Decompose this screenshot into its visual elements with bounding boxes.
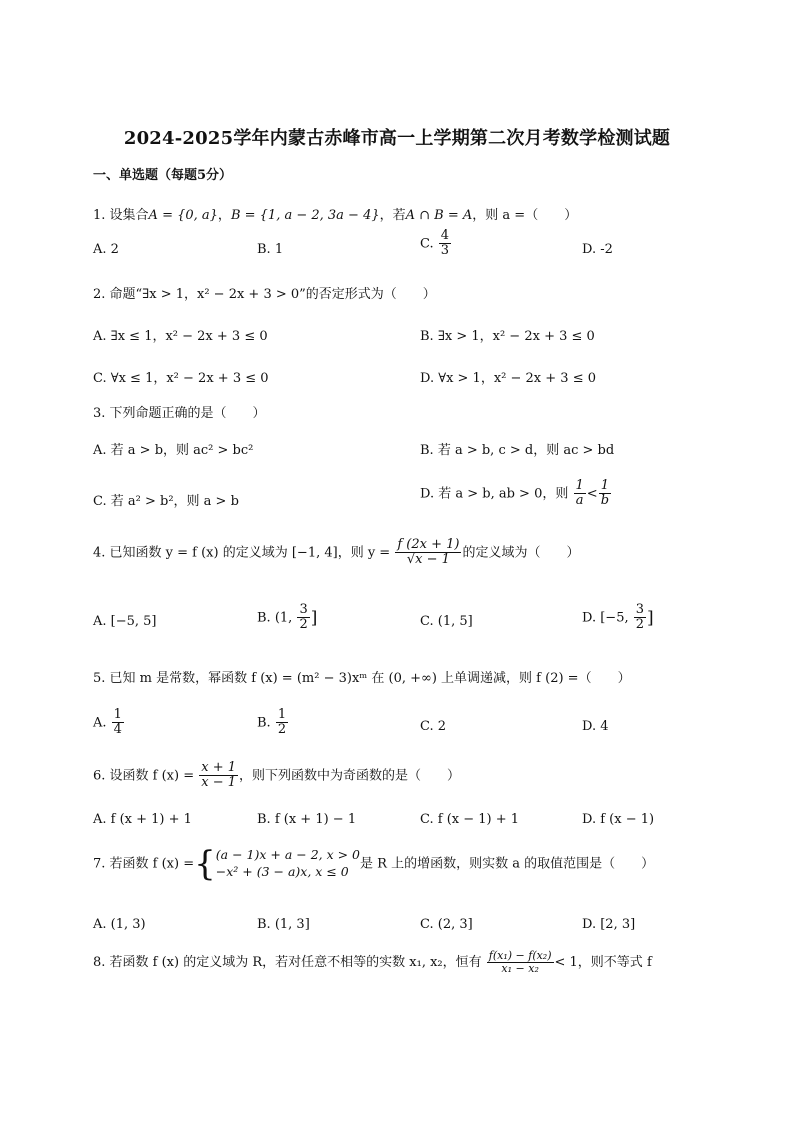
q2-option-b[interactable]: B. ∃x > 1，x² − 2x + 3 ≤ 0 [420, 329, 595, 344]
q1-end: ，则 a =（ ） [472, 208, 578, 223]
q1-option-c[interactable] [420, 229, 452, 259]
question-5: 5. 已知 m 是常数，幂函数 f (x) = (m² − 3)xᵐ 在 (0, +∞) 上单调递减，则 f (2) =（ ） [93, 671, 631, 686]
q6-stem-pre: 6. 设函数 f (x) = [93, 768, 195, 784]
question-8 [93, 950, 652, 975]
q1-set-a: A = {0, a} [148, 208, 218, 223]
question-2: 2. 命题“∃x > 1，x² − 2x + 3 > 0”的否定形式为（ ） [93, 287, 436, 302]
q1-condition: A ∩ B = A [405, 208, 473, 223]
q1-option-a[interactable]: A. 2 [93, 242, 119, 257]
question-7 [93, 844, 655, 884]
q7-stem-pre: 7. 若函数 f (x) = [93, 856, 195, 872]
question-1 [93, 204, 577, 223]
q3-option-b[interactable]: B. 若 a > b, c > d，则 ac > bd [420, 443, 615, 458]
q4-option-d[interactable] [582, 603, 654, 633]
q4-option-b[interactable] [257, 603, 317, 633]
page-title: 2024-2025学年内蒙古赤峰市高一上学期第二次月考数学检测试题 [123, 128, 671, 149]
q7-piecewise [216, 847, 360, 881]
q4-option-c[interactable]: C. (1, 5] [420, 614, 473, 629]
q2-option-a[interactable]: A. ∃x ≤ 1，x² − 2x + 3 ≤ 0 [93, 329, 268, 344]
q1-mid: ，若 [379, 208, 406, 223]
q6-option-d[interactable]: D. f (x − 1) [582, 812, 655, 827]
q7-option-a[interactable]: A. (1, 3) [93, 917, 146, 932]
q3-option-a[interactable]: A. 若 a > b，则 ac² > bc² [93, 443, 254, 458]
q3-option-c[interactable]: C. 若 a² > b²，则 a > b [93, 494, 239, 509]
q7-option-c[interactable]: C. (2, 3] [420, 917, 473, 932]
q5-option-a-label: A. [93, 715, 107, 731]
question-4 [93, 538, 579, 568]
q3-option-d-pre: D. 若 a > b, ab > 0，则 [420, 486, 569, 502]
q4-option-d-post: ] [647, 607, 654, 628]
q5-option-a-fraction: $\frac{1}{4}$ [113, 707, 122, 738]
q8-stem-post: < 1，则不等式 f [554, 955, 652, 971]
q1-option-d[interactable]: D. -2 [582, 242, 613, 257]
q5-option-b-label: B. [257, 715, 271, 731]
q4-option-b-fraction: $\frac{3}{2}$ [299, 602, 308, 633]
q5-option-d[interactable]: D. 4 [582, 719, 609, 734]
q1-option-b[interactable]: B. 1 [257, 242, 284, 257]
question-6 [93, 761, 460, 791]
q1-stem-a: 1. 设集合 [93, 208, 149, 223]
q5-option-b-fraction: $\frac{1}{2}$ [277, 707, 287, 738]
q3-option-d-lt: < [586, 486, 598, 502]
q1-option-c-fraction: $\frac{4}{3}$ [440, 228, 450, 259]
q1-comma: ， [217, 208, 231, 223]
q2-option-d[interactable]: D. ∀x > 1，x² − 2x + 3 ≤ 0 [420, 371, 596, 386]
q6-option-a[interactable]: A. f (x + 1) + 1 [93, 812, 192, 827]
q4-stem-pre: 4. 已知函数 y = f (x) 的定义域为 [−1, 4]，则 y = [93, 545, 391, 561]
q4-stem-post: 的定义域为（ ） [462, 545, 580, 561]
q7-brace: { [194, 844, 216, 884]
q4-option-a[interactable]: A. [−5, 5] [93, 614, 157, 629]
q3-option-d[interactable] [420, 479, 612, 509]
q8-stem-pre: 8. 若函数 f (x) 的定义域为 R，若对任意不相等的实数 x₁, x₂，恒有 [93, 955, 482, 971]
q5-option-c[interactable]: C. 2 [420, 719, 447, 734]
q6-fraction: $\frac{x + 1}{x - 1}$ [201, 760, 237, 791]
q7-piece-2: −x² + (3 − a)x, x ≤ 0 [215, 864, 349, 879]
q1-option-c-label: C. [420, 236, 434, 252]
q5-option-b[interactable] [257, 708, 289, 738]
q3-option-d-frac1: $\frac{1}{a}$ [575, 478, 584, 509]
question-3: 3. 下列命题正确的是（ ） [93, 406, 266, 421]
section-heading: 一、单选题（每题5分） [93, 168, 233, 183]
q6-stem-post: ，则下列函数中为奇函数的是（ ） [239, 768, 461, 784]
q4-option-d-pre: D. [−5, [582, 610, 629, 626]
q1-set-b: B = {1, a − 2, 3a − 4} [230, 208, 380, 223]
q4-option-b-post: ] [310, 607, 318, 628]
q6-option-c[interactable]: C. f (x − 1) + 1 [420, 812, 520, 827]
q4-option-b-pre: B. (1, [257, 610, 293, 626]
q7-stem-post: 是 R 上的增函数，则实数 a 的取值范围是（ ） [360, 856, 655, 872]
q4-option-d-fraction: $\frac{3}{2}$ [635, 602, 645, 633]
q6-option-b[interactable]: B. f (x + 1) − 1 [257, 812, 357, 827]
q5-option-a[interactable] [93, 708, 125, 738]
q7-option-b[interactable]: B. (1, 3] [257, 917, 310, 932]
q7-option-d[interactable]: D. [2, 3] [582, 917, 636, 932]
q3-option-d-frac2: $\frac{1}{b}$ [600, 478, 610, 509]
q2-option-c[interactable]: C. ∀x ≤ 1，x² − 2x + 3 ≤ 0 [93, 371, 269, 386]
q4-fraction: $\frac{f (2x + 1)}{√x - 1}$ [397, 537, 460, 568]
q8-fraction: $\frac{\text{f(x₁) − f(x₂)}}{\text{x₁ − x₂}}$ [488, 949, 552, 976]
q7-piece-1: (a − 1)x + a − 2, x > 0 [215, 847, 361, 863]
